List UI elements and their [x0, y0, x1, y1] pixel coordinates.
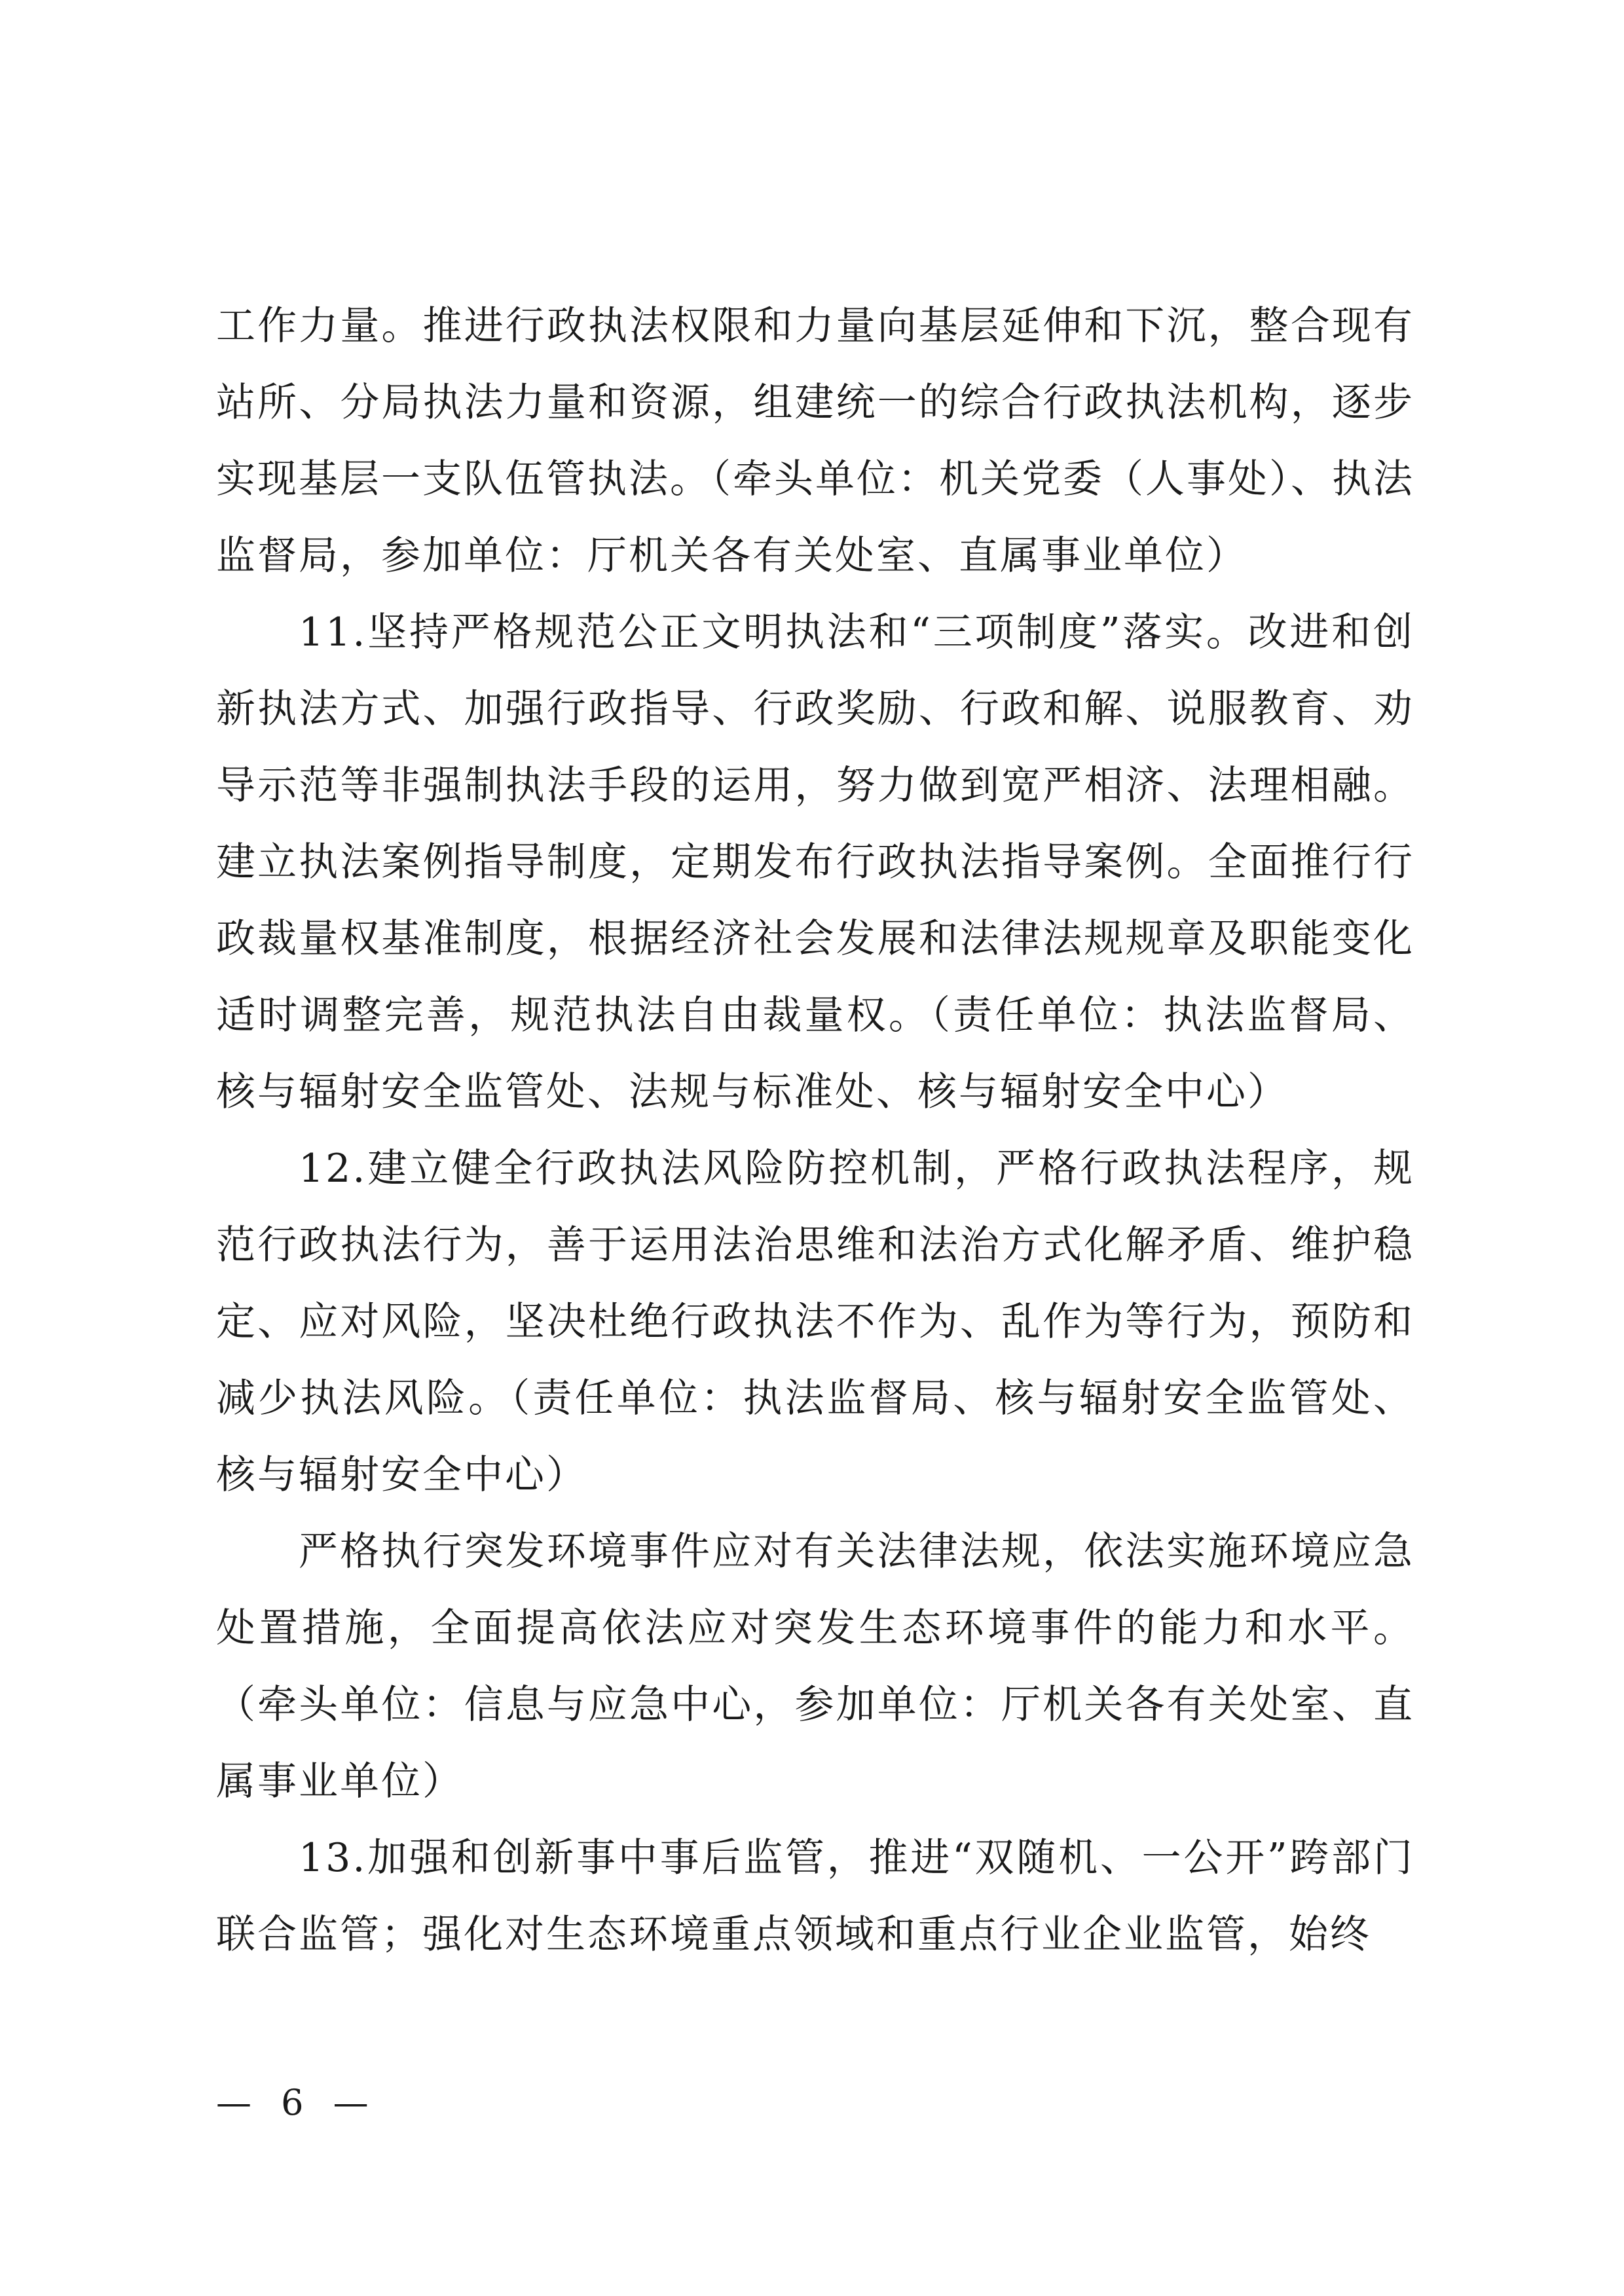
paragraph-item-12: 12.建立健全行政执法风险防控机制，严格行政执法程序，规范行政执法行为，善于运用法治思维和法治方式化解矛盾、维护稳定、应对风险，坚决杜绝行政执法不作为、乱作为等行为，预防和减少执法风险。（责任单位：执法监督局、核与辐射安全监管处、核与辐射安全中心）	[216, 1146, 1414, 1498]
paragraph-item-11: 11.坚持严格规范公正文明执法和“三项制度”落实。改进和创新执法方式、加强行政指导、行政奖励、行政和解、说服教育、劝导示范等非强制执法手段的运用，努力做到宽严相济、法理相融。建立执法案例指导制度，定期发布行政执法指导案例。全面推行行政裁量权基准制度，根据经济社会发展和法律法规规章及职能变化适时调整完善，规范执法自由裁量权。（责任单位：执法监督局、核与辐射安全监管处、法规与标准处、核与辐射安全中心）	[216, 610, 1414, 1115]
page-number: — 6 —	[216, 2082, 378, 2123]
paragraph-item-13: 13.加强和创新事中事后监管，推进“双随机、一公开”跨部门联合监管；强化对生态环境重点领域和重点行业企业监管，始终	[216, 1835, 1414, 1958]
paragraph-continuation: 工作力量。推进行政执法权限和力量向基层延伸和下沉，整合现有站所、分局执法力量和资源，组建统一的综合行政执法机构，逐步实现基层一支队伍管执法。（牵头单位：机关党委（人事处）、执法监督局，参加单位：厅机关各有关处室、直属事业单位）	[216, 303, 1414, 579]
paragraph-emergency-response: 严格执行突发环境事件应对有关法律法规，依法实施环境应急处置措施，全面提高依法应对突发生态环境事件的能力和水平。（牵头单位：信息与应急中心，参加单位：厅机关各有关处室、直属事业单位）	[216, 1529, 1414, 1804]
document-body	[216, 288, 1414, 1973]
